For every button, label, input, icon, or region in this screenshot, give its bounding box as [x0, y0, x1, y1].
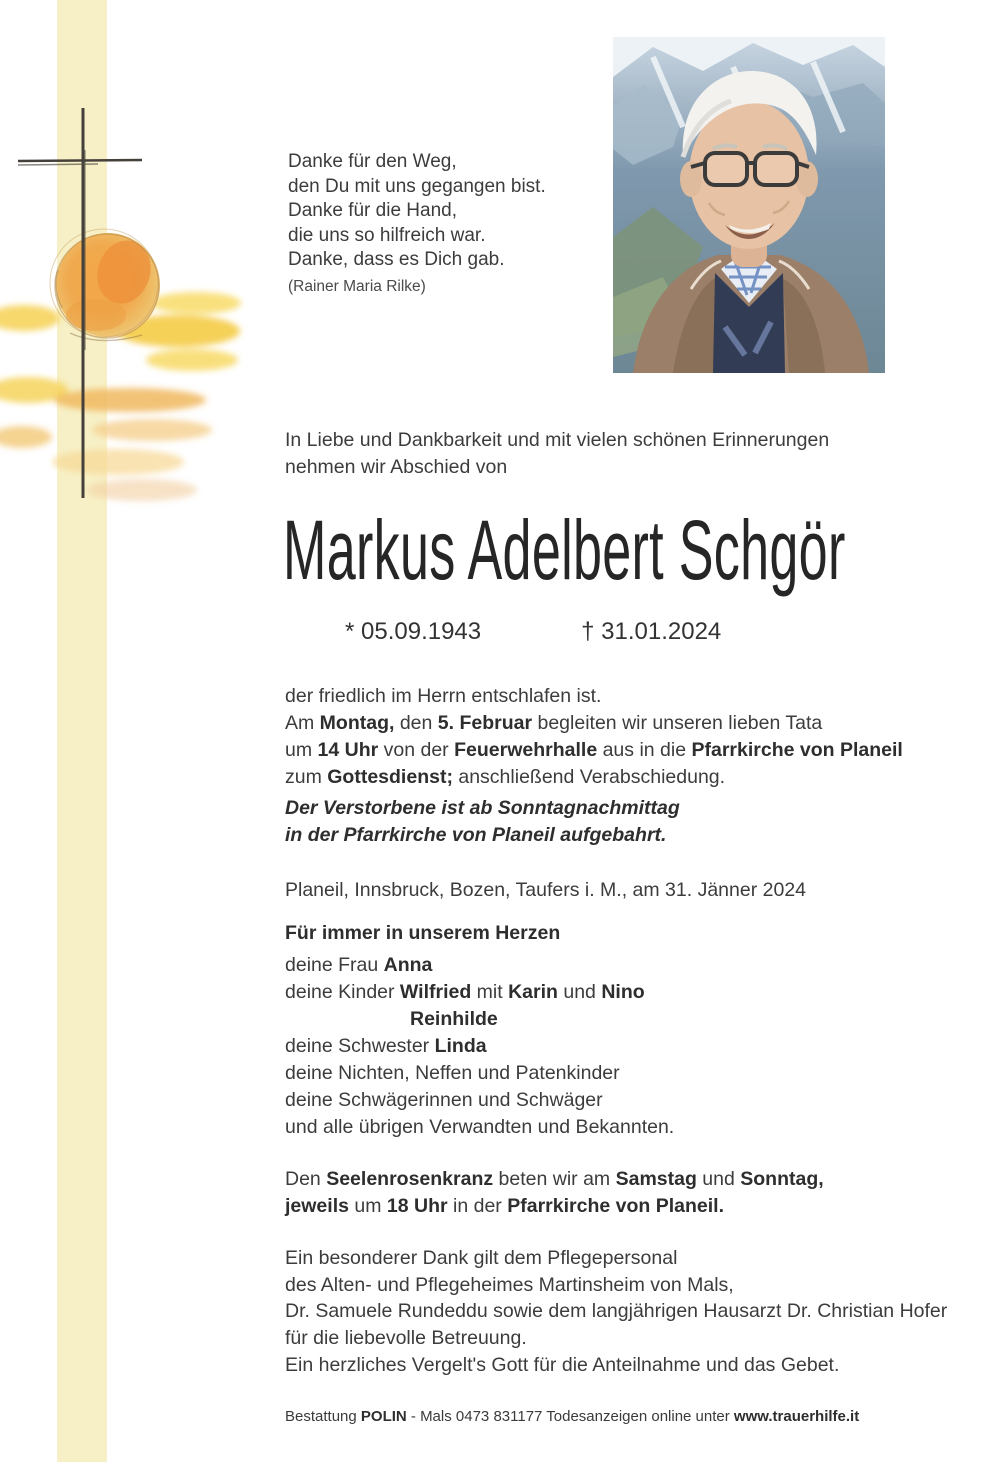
funeral-announcement: [285, 683, 903, 791]
watercolor-cross-sun-art: [0, 90, 270, 510]
poem-line: Danke für die Hand,: [288, 200, 457, 221]
mourner-line: deine Frau Anna: [285, 954, 433, 976]
mourner-line: und alle übrigen Verwandten und Bekannten.: [285, 1116, 675, 1138]
mourner-line: deine Kinder Wilfried mit Karin und Nino: [285, 981, 645, 1003]
laying-out-notice: [285, 795, 680, 849]
poem: [288, 150, 546, 299]
rosary-line: jeweils um 18 Uhr in der Pfarrkirche von Planeil.: [285, 1195, 724, 1217]
mourner-line: Reinhilde: [410, 1008, 498, 1030]
poem-line: den Du mit uns gegangen bist.: [288, 175, 546, 197]
mourner-line: deine Schwester Linda: [285, 1035, 487, 1057]
funeral-line: Am Montag, den 5. Februar begleiten wir unseren lieben Tata: [285, 712, 823, 734]
funeral-line: der friedlich im Herrn entschlafen ist.: [285, 685, 602, 707]
footer-funeral-home: Bestattung POLIN - Mals 0473 831177 Todesanzeigen online unter www.trauerhilfe.it: [285, 1408, 860, 1425]
death-date: † 31.01.2024: [581, 618, 722, 645]
poem-line: die uns so hilfreich war.: [288, 224, 486, 246]
laying-out-line: in der Pfarrkirche von Planeil aufgebahrt.: [285, 824, 667, 846]
mourners-title: Für immer in unserem Herzen: [285, 922, 561, 944]
poem-line: Danke, dass es Dich gab.: [288, 249, 505, 270]
mourners-list: [285, 920, 674, 1141]
thanks-line: des Alten- und Pflegeheimes Martinsheim von Mals,: [285, 1273, 734, 1296]
thanks-line: für die liebevolle Betreuung.: [285, 1326, 527, 1349]
place-date-line: Planeil, Innsbruck, Bozen, Taufers i. M., am 31. Jänner 2024: [285, 879, 807, 901]
birth-date: * 05.09.1943: [345, 618, 482, 645]
portrait-photo: [613, 37, 885, 373]
poem-attribution: (Rainer Maria Rilke): [288, 277, 426, 295]
funeral-line: um 14 Uhr von der Feuerwehrhalle aus in die Pfarrkirche von Planeil: [285, 739, 903, 761]
rosary-notice: [285, 1166, 824, 1220]
intro-line: nehmen wir Abschied von: [285, 456, 508, 478]
laying-out-line: Der Verstorbene ist ab Sonntagnachmittag: [285, 797, 680, 819]
poem-line: Danke für den Weg,: [288, 151, 457, 172]
thanks-line: Dr. Samuele Rundeddu sowie dem langjährigen Hausarzt Dr. Christian Hofer: [285, 1300, 948, 1322]
sun-art: [50, 229, 160, 341]
funeral-line: zum Gottesdienst; anschließend Verabschiedung.: [285, 766, 726, 788]
intro-line: In Liebe und Dankbarkeit und mit vielen schönen Erinnerungen: [285, 429, 830, 451]
deceased-name: Markus Adelbert Schgör: [283, 503, 846, 597]
intro-text: [285, 427, 829, 481]
thanks-line: Ein besonderer Dank gilt dem Pflegepersonal: [285, 1247, 678, 1269]
mourner-line: deine Nichten, Neffen und Patenkinder: [285, 1062, 620, 1084]
life-dates: [285, 618, 721, 646]
closing-line: Ein herzliches Vergelt's Gott für die Anteilnahme und das Gebet.: [285, 1354, 840, 1376]
thanks-text: [285, 1245, 947, 1351]
rosary-line: Den Seelenrosenkranz beten wir am Samstag und Sonntag,: [285, 1168, 824, 1190]
mourner-line: deine Schwägerinnen und Schwäger: [285, 1089, 603, 1111]
